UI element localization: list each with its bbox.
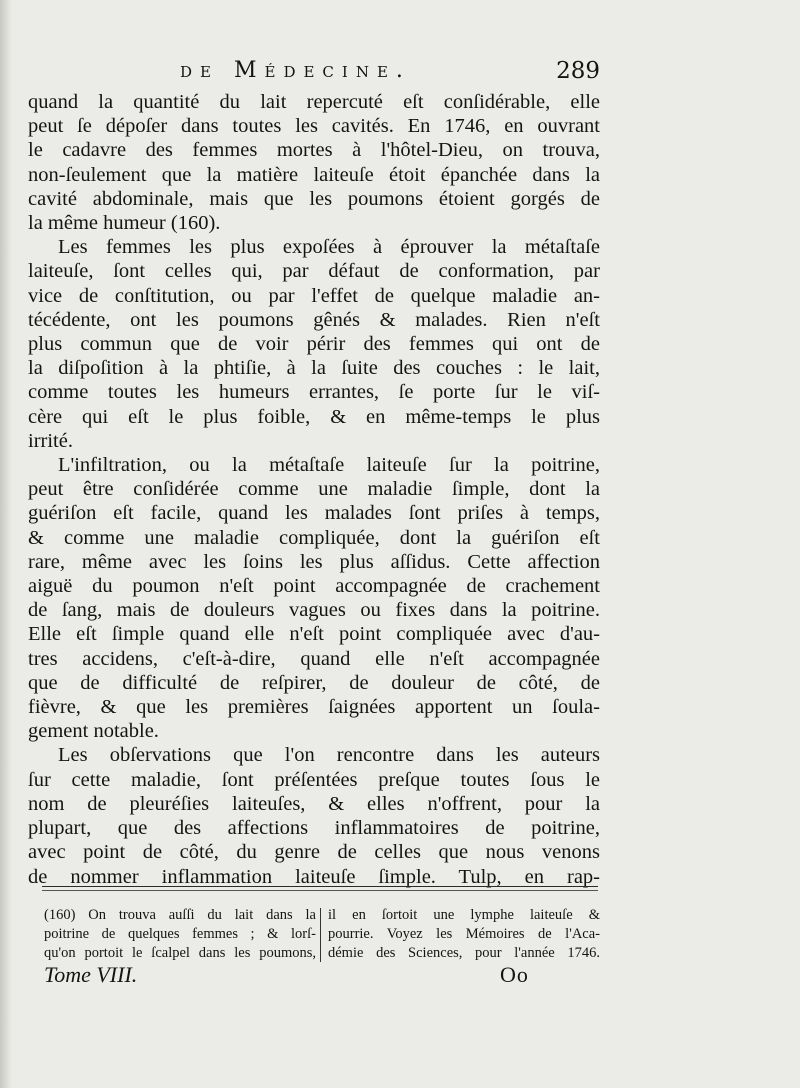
text-line: vice de conſtitution, ou par l'effet de quelque maladie an- [28, 284, 600, 307]
text-line: gement notable. [28, 720, 159, 743]
text-line: quand la quantité du lait repercuté eſt conſidérable, elle [28, 91, 600, 113]
footnote-line: il en ſortoit une lymphe laiteuſe & [328, 907, 600, 923]
footnote-line: poitrine de quelques femmes ; & lorſ- [44, 926, 316, 942]
text-line: rare, même avec les ſoins les plus aſſidus. Cette affection [28, 550, 600, 573]
text-line: non-ſeulement que la matière laiteuſe étoit épanchée dans la [28, 163, 600, 186]
page-header [180, 58, 600, 88]
text-line: aiguë du poumon n'eſt point accompagnée de crachement [28, 575, 600, 598]
paragraph-2 [28, 235, 600, 453]
text-line: ſur cette maladie, ſont préſentées preſque toutes ſous le [28, 768, 600, 791]
text-line: cère qui eſt le plus foible, & en même-temps le plus [28, 405, 600, 428]
text-line: nom de pleuréſies laiteuſes, & elles n'offrent, pour la [28, 792, 600, 815]
text-line: le cadavre des femmes mortes à l'hôtel-Dieu, on trouva, [28, 139, 600, 162]
footnote-column-left [44, 906, 316, 963]
footnote-block [44, 906, 600, 966]
page-edge-shadow [0, 0, 12, 1088]
page-number: 289 [556, 58, 600, 84]
text-line: & comme une maladie compliquée, dont la guériſon eſt [28, 526, 600, 549]
text-line: plupart, que des affections inflammatoires de poitrine, [28, 817, 600, 840]
text-line: guériſon eſt facile, quand les malades ſont priſes à temps, [28, 502, 600, 525]
text-line: peut ſe dépoſer dans toutes les cavités. En 1746, en ouvrant [28, 115, 600, 138]
footnote-line: pourrie. Voyez les Mémoires de l'Aca- [328, 926, 600, 942]
footnote-rule [42, 886, 598, 887]
text-line: que de difficulté de reſpirer, de douleur de côté, de [28, 671, 600, 694]
text-line: la diſpoſition à la phtiſie, à la ſuite des couches : le lait, [28, 357, 600, 380]
text-line: L'infiltration, ou la métaſtaſe laiteuſe ſur la poitrine, [58, 454, 600, 477]
volume-signature: Tome VIII. [44, 962, 138, 987]
main-text [28, 90, 600, 889]
footnote-line: qu'on portoit le ſcalpel dans les poumons, [44, 945, 316, 961]
paragraph-1 [28, 90, 600, 235]
text-line: comme toutes les humeurs errantes, ſe porte ſur le viſ- [28, 381, 600, 404]
text-line: de nommer inflammation laiteuſe ſimple. Tulp, en rap- [28, 865, 600, 888]
signature-mark: Oo [500, 962, 529, 987]
text-line: laiteuſe, ſont celles qui, par défaut de conformation, par [28, 260, 600, 283]
footnote-column-divider [320, 908, 321, 962]
footnote-rule-thin [42, 890, 598, 891]
footnote-line: démie des Sciences, pour l'année 1746. [328, 945, 600, 961]
footnote-column-right [328, 906, 600, 963]
text-line: Les obſervations que l'on rencontre dans les auteurs [58, 744, 600, 767]
text-line: plus commun que de voir périr des femmes qui ont de [28, 333, 600, 356]
running-title: de Médecine. [180, 58, 411, 83]
text-line: la même humeur (160). [28, 212, 221, 235]
text-line: avec point de côté, du genre de celles que nous venons [28, 841, 600, 864]
text-line: peut être conſidérée comme une maladie ſimple, dont la [28, 478, 600, 501]
text-line: tres accidens, c'eſt-à-dire, quand elle n'eſt accompagnée [28, 647, 600, 670]
text-line: técédente, ont les poumons gênés & malades. Rien n'eſt [28, 308, 600, 331]
text-line: cavité abdominale, mais que les poumons étoient gorgés de [28, 187, 600, 210]
text-line: de ſang, mais de douleurs vagues ou fixes dans la poitrine. [28, 599, 600, 622]
text-line: fièvre, & que les premières ſaignées apportent un ſoula- [28, 696, 600, 719]
footnote-line: (160) On trouva auſſi du lait dans la [44, 907, 316, 923]
text-line: Elle eſt ſimple quand elle n'eſt point compliquée avec d'au- [28, 623, 600, 646]
text-line: Les femmes les plus expoſées à éprouver la métaſtaſe [58, 236, 600, 259]
text-line: irrité. [28, 429, 73, 452]
paragraph-4 [28, 743, 600, 888]
paragraph-3 [28, 453, 600, 743]
